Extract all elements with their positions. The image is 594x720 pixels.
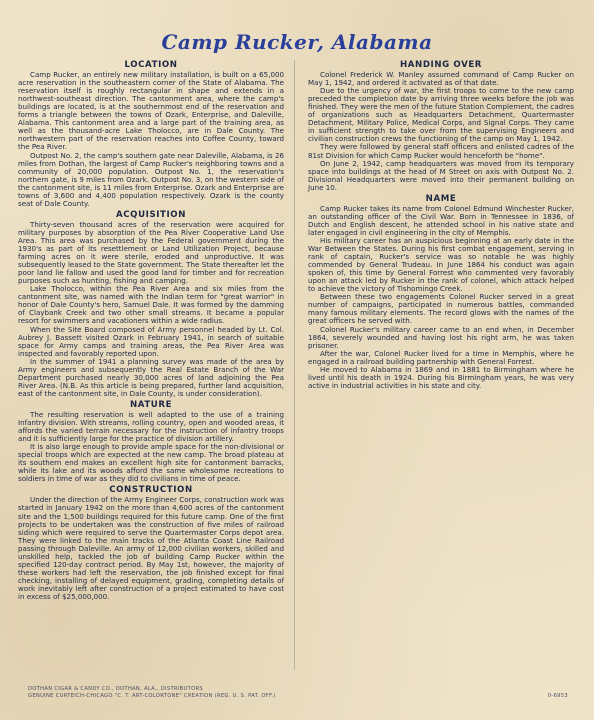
paragraph: When the Site Board composed of Army personnel headed by Lt. Col. Aubrey J. Bassett visited Ozark in February 1941, in search of suitable space for Army camps and training areas, the Pea River Area was inspected and favorably reported upon. bbox=[18, 324, 284, 358]
paragraph: On June 2, 1942, camp headquarters was moved from its temporary space into buildings at the head of M Street on axis with Outpost No. 2. Divisional Headquarters were moved into their permanent building on June 10. bbox=[308, 158, 574, 192]
section-heading-construction: CONSTRUCTION bbox=[109, 485, 193, 496]
section-heading-nature: NATURE bbox=[129, 399, 173, 410]
paragraph: Colonel Frederick W. Manley assumed command of Camp Rucker on May 1, 1942, and ordered it activated as of that date. bbox=[308, 70, 574, 88]
paragraph: It is also large enough to provide ample space for the non-divisional or special troops which are expected at the new camp. The broad plateau at its southern end makes an excellent high site for cantonment barracks, while its lake and its woods afford the same wholesome recreations to soldiers in time of war as they did to civilians in time of peace. bbox=[18, 442, 284, 484]
distributor-line: DOTHAN CIGAR & CANDY CO., DOTHAN, ALA., DISTRIBUTORS bbox=[28, 686, 203, 692]
section-heading-handing-over: HANDING OVER bbox=[399, 60, 483, 70]
catalog-code: 0-6953 bbox=[547, 693, 568, 699]
section-heading-location: LOCATION bbox=[124, 60, 178, 70]
paragraph: The resulting reservation is well adapted to the use of a training Infantry division. With streams, rolling country, open and wooded areas, it affords the varied terrain necessary for the instruction of infantry troops and it is sufficiently large for the practice of division artillery. bbox=[18, 409, 284, 444]
paragraph: Lake Tholocco, within the Pea River Area and six miles from the cantonment site, was named with the Indian term for "great warrior" in honor of Dale County's hero, Samuel Dale. It was formed by the damming of Claybank Creek and two other small streams. It became a popular resort for swimmers and vacationers within a wide radius. bbox=[18, 284, 284, 326]
paragraph: He moved to Alabama in 1869 and in 1881 to Birmingham where he lived until his death in 1924. During his Birmingham years, he was very active in industrial activities in his state and city. bbox=[308, 364, 574, 390]
section-heading-name: NAME bbox=[425, 193, 457, 204]
paragraph: Under the direction of the Army Engineer Corps, construction work was started in January 1942 on the more than 4,600 acres of the cantonment site and the 1,500 buildings required for this future camp. One of the first projects to be undertaken was the construction of five miles of railroad siding which were required to serve the Quartermaster Corps depot area. They were linked to the main tracks of the Atlanta Coast Line Railroad passing through Daleville. An army of 12,000 civilian workers, skilled and unskilled help, tackled the job of building Camp Rucker within the specified 120-day contract period. By May 1st, however, the majority of these workers had left the reservation, the job finished except for final checking, installing of delayed equipment, grading, completing details of work inevitably left after construction of a project estimated to have cost in excess of $25,000,000. bbox=[18, 495, 284, 601]
column-divider bbox=[294, 60, 295, 670]
paragraph: After the war, Colonel Rucker lived for a time in Memphis, where he engaged in a railroad building partnership with General Forrest. bbox=[308, 348, 574, 366]
printer-line: GENUINE CURTEICH-CHICAGO "C. T. ART-COLORTONE" CREATION (REG. U. S. PAT. OFF.) bbox=[28, 693, 276, 699]
left-column bbox=[18, 58, 284, 601]
paragraph: In the summer of 1941 a planning survey was made of the area by Army engineers and subsequently the Real Estate Branch of the War Department purchased nearly 30,000 acres of land adjoining the Pea River Area. (N.B. As this article is being prepared, further land acquisition, east of the cantonment site, in Dale County, is under consideration). bbox=[18, 356, 284, 398]
paragraph: Outpost No. 2, the camp's southern gate near Daleville, Alabama, is 26 miles from Dothan, the largest of Camp Rucker's neighboring towns and a community of 20,000 population. Outpost No. 1, the reservation's northern gate, is 9 miles from Ozark. Outpost No. 3, on the western side of the cantonment site, is 11 miles from Enterprise. Ozark and Enterprise are towns of 3,600 and 4,400 population respectively. Ozark is the county seat of Dale County. bbox=[18, 150, 284, 208]
paragraph: Camp Rucker takes its name from Colonel Edmund Winchester Rucker, an outstanding officer of the Civil War. Born in Tennessee in 1836, of Dutch and English descent, he attended school in his native state and later engaged in civil engineering in the city of Memphis. bbox=[308, 203, 574, 237]
paragraph: Between these two engagements Colonel Rucker served in a great number of campaigns, participated in numerous battles, commanded many famous military elements. The record glows with the names of the great officers he served with. bbox=[308, 292, 574, 326]
right-column bbox=[308, 58, 574, 390]
publisher-footer bbox=[28, 686, 568, 700]
paragraph: Thirty-seven thousand acres of the reservation were acquired for military purposes by absorption of the Pea River Cooperative Land Use Area. This area was purchased by the Federal government during the 1930's as part of its resettlement or Land Utilization Project, because farming acres on it were sterile, eroded and unproductive. It was subsequently leased to the State government. The State thereafter let the poor land lie fallow and used the good land for timber and for recreation purposes such as hunting, fishing and camping. bbox=[18, 219, 284, 286]
paragraph: Camp Rucker, an entirely new military installation, is built on a 65,000 acre reservation in the southeastern corner of the State of Alabama. The reservation itself is roughly rectangular in shape and extends in a northwest-southeast direction. The cantonment area, where the camp's buildings are located, is at the southernmost end of the reservation and forms a triangle between the towns of Ozark, Enterprise, and Daleville, Alabama. This cantonment area and a large part of the training area, as well as the thousand-acre Lake Tholocco, are in Dale County. The northwestern part of the reservation reaches into Coffee County, toward the Pea River. bbox=[18, 70, 284, 152]
paragraph: Due to the urgency of war, the first troops to come to the new camp preceded the completion date by arriving three weeks before the job was finished. They were the men of the future Station Complement, the cadres of organizations such as Headquarters Detachment, Quartermaster Detachment, Military Police, Medical Corps, and Signal Corps. They came in sufficient strength to take over from the supervising Engineers and civilian construction crews the functioning of the camp on May 1, 1942. bbox=[308, 86, 574, 144]
paragraph: His military career has an auspicious beginning at an early date in the War Between the States. During his first combat engagement, serving in rank of captain, Rucker's service was so notable he was highly commended by General Trudeau. In June 1864 his conduct was again spoken of, this time by General Forrest who commented very favorably upon an attack led by Rucker in the rank of colonel, which attack helped to achieve the victory of Tishomingo Creek. bbox=[308, 235, 574, 294]
section-heading-acquisition: ACQUISITION bbox=[116, 209, 186, 220]
page-title: Camp Rucker, Alabama bbox=[161, 30, 433, 54]
paragraph: Colonel Rucker's military career came to an end when, in December 1864, severely wounded and having lost his right arm, he was taken prisoner. bbox=[308, 324, 574, 350]
paragraph: They were followed by general staff officers and enlisted cadres of the 81st Division for which Camp Rucker would henceforth be "home". bbox=[308, 142, 574, 160]
